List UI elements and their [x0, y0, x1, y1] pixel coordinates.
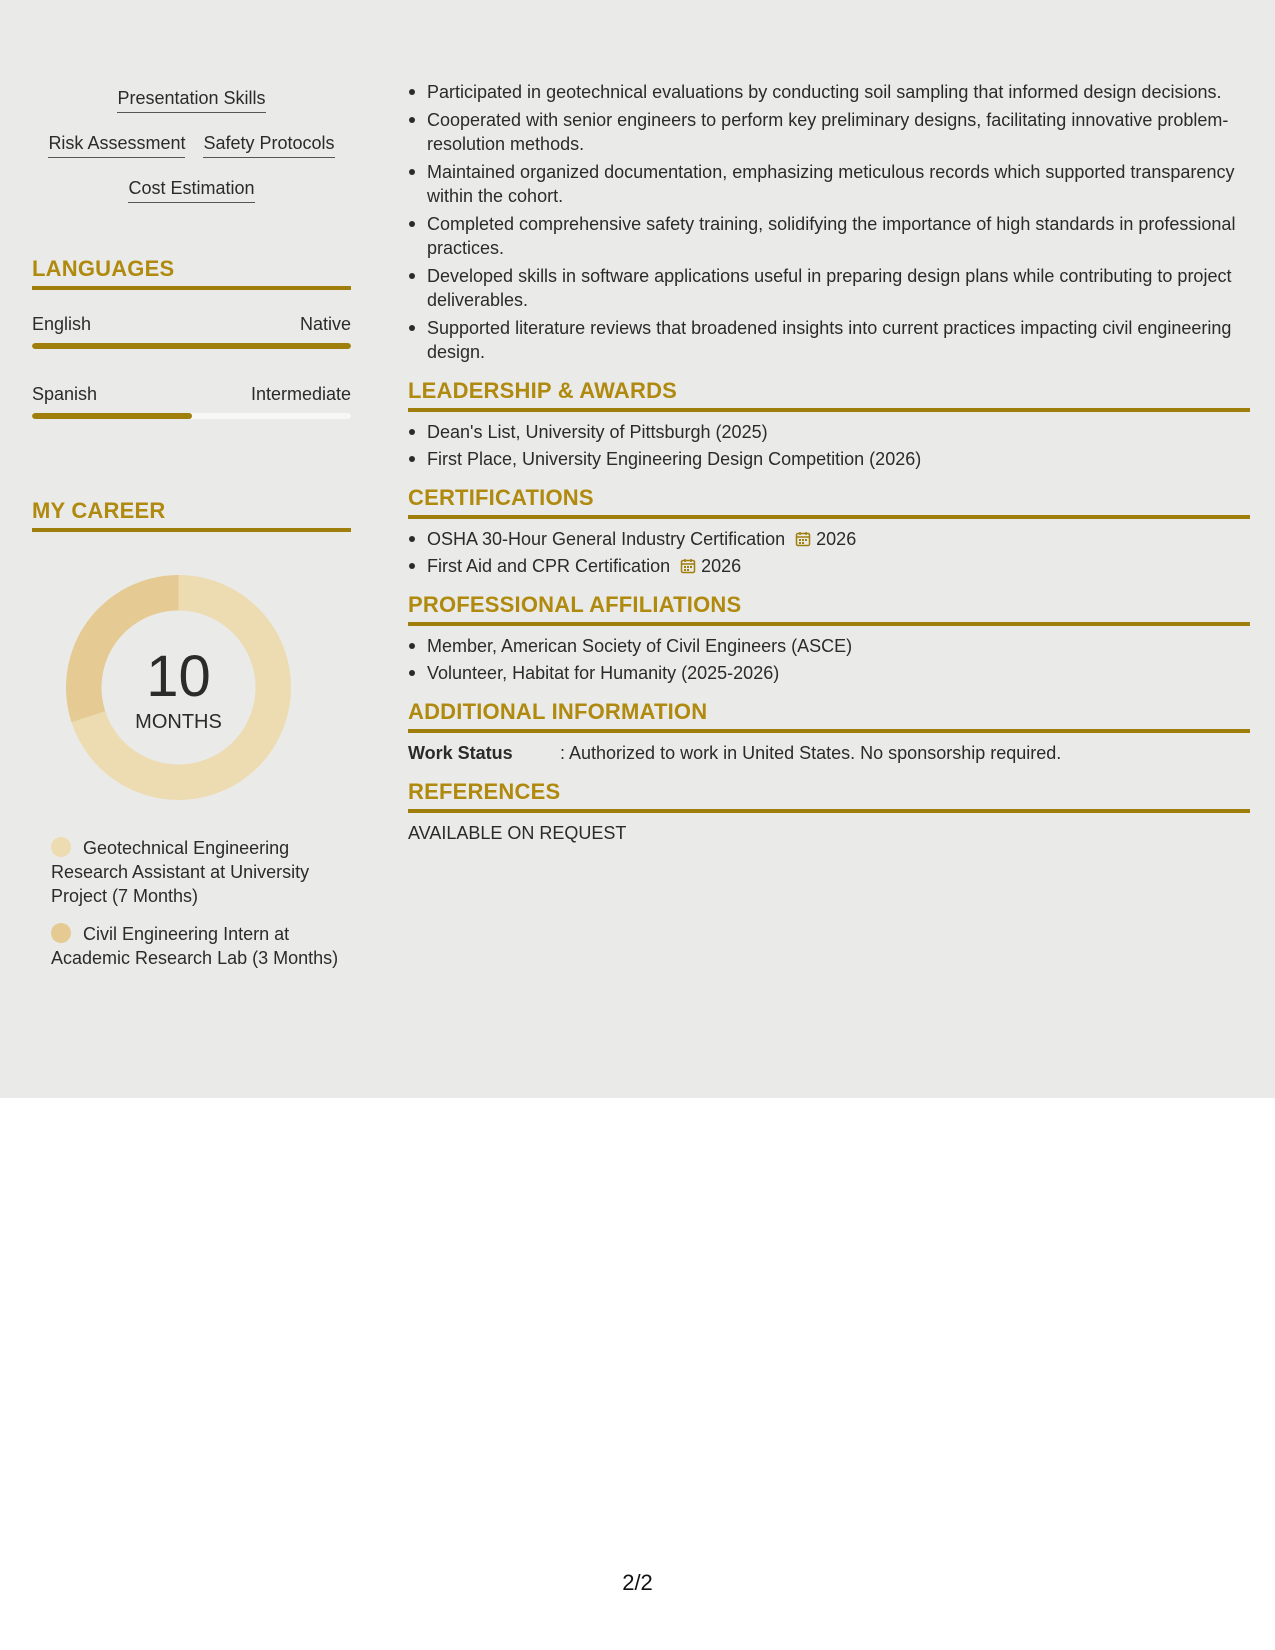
certification-name: First Aid and CPR Certification: [427, 556, 671, 576]
list-item: Completed comprehensive safety training, solidifying the importance of high standards in professional practices.: [408, 212, 1250, 260]
work-status-row: [408, 741, 1250, 765]
legend-label: Civil Engineering Intern at Academic Research Lab (3 Months): [51, 924, 339, 968]
additional-info-section: [408, 699, 1250, 765]
legend-label: Geotechnical Engineering Research Assistant at University Project (7 Months): [51, 838, 310, 906]
language-proficiency-fill: [32, 343, 351, 349]
language-name: English: [32, 314, 92, 334]
additional-info-heading: ADDITIONAL INFORMATION: [408, 699, 1250, 733]
language-proficiency-fill: [32, 413, 192, 419]
skill-tag: Safety Protocols: [203, 131, 334, 158]
career-heading: MY CAREER: [32, 498, 351, 532]
language-level: Native: [299, 314, 351, 334]
references-text: AVAILABLE ON REQUEST: [408, 823, 627, 843]
certifications-section: [408, 485, 1250, 578]
list-item: Volunteer, Habitat for Humanity (2025-2026): [408, 661, 1250, 685]
skill-row: [32, 86, 351, 131]
legend-dot: [51, 837, 71, 857]
career-legend: [51, 836, 341, 984]
certification-year: 2026: [816, 529, 857, 549]
page-number: 2/2: [622, 1570, 653, 1595]
legend-item: [51, 922, 341, 970]
list-item: Developed skills in software applications useful in preparing design plans while contributing to project deliverables.: [408, 264, 1250, 312]
legend-dot: [51, 923, 71, 943]
list-item: First Place, University Engineering Design Competition (2026): [408, 447, 1250, 471]
leadership-section: [408, 378, 1250, 471]
list-item: Cooperated with senior engineers to perform key preliminary designs, facilitating innovative problem-resolution methods.: [408, 108, 1250, 156]
skill-row: [32, 176, 351, 221]
career-total-months: 10: [146, 644, 211, 709]
list-item: Maintained organized documentation, emphasizing meticulous records which supported transparency within the cohort.: [408, 160, 1250, 208]
career-months-label: MONTHS: [135, 711, 222, 733]
list-item: Participated in geotechnical evaluations by conducting soil sampling that informed design decisions.: [408, 80, 1250, 104]
work-status-label: Work Status: [408, 743, 513, 763]
skill-tag: Presentation Skills: [117, 86, 265, 113]
leadership-heading: LEADERSHIP & AWARDS: [408, 378, 1250, 412]
languages-heading: LANGUAGES: [32, 256, 351, 290]
certification-name: OSHA 30-Hour General Industry Certification: [427, 529, 786, 549]
affiliations-section: [408, 592, 1250, 685]
career-donut-chart: [66, 575, 291, 800]
donut-center: [66, 575, 291, 800]
skills-list: [32, 86, 351, 221]
language-item-english: [32, 313, 351, 349]
calendar-icon: [680, 558, 696, 574]
language-name: Spanish: [32, 384, 98, 404]
language-proficiency-bar: [32, 413, 351, 419]
list-item: [408, 527, 1250, 551]
list-item: Supported literature reviews that broadened insights into current practices impacting civil engineering design.: [408, 316, 1250, 364]
skill-tag: Cost Estimation: [128, 176, 254, 203]
calendar-icon: [795, 531, 811, 547]
list-item: [408, 554, 1250, 578]
references-heading: REFERENCES: [408, 779, 1250, 813]
list-item: Member, American Society of Civil Engineers (ASCE): [408, 634, 1250, 658]
affiliations-heading: PROFESSIONAL AFFILIATIONS: [408, 592, 1250, 626]
skill-row: [32, 131, 351, 176]
right-column: [408, 80, 1250, 845]
work-status-value: : Authorized to work in United States. No sponsorship required.: [560, 743, 1062, 763]
certification-year: 2026: [701, 556, 742, 576]
references-section: [408, 779, 1250, 845]
list-item: Dean's List, University of Pittsburgh (2025): [408, 420, 1250, 444]
language-level: Intermediate: [250, 384, 351, 404]
certifications-heading: CERTIFICATIONS: [408, 485, 1250, 519]
language-proficiency-bar: [32, 343, 351, 349]
experience-bullets: [408, 80, 1250, 364]
skill-tag: Risk Assessment: [48, 131, 185, 158]
language-item-spanish: [32, 383, 351, 419]
legend-item: [51, 836, 341, 908]
